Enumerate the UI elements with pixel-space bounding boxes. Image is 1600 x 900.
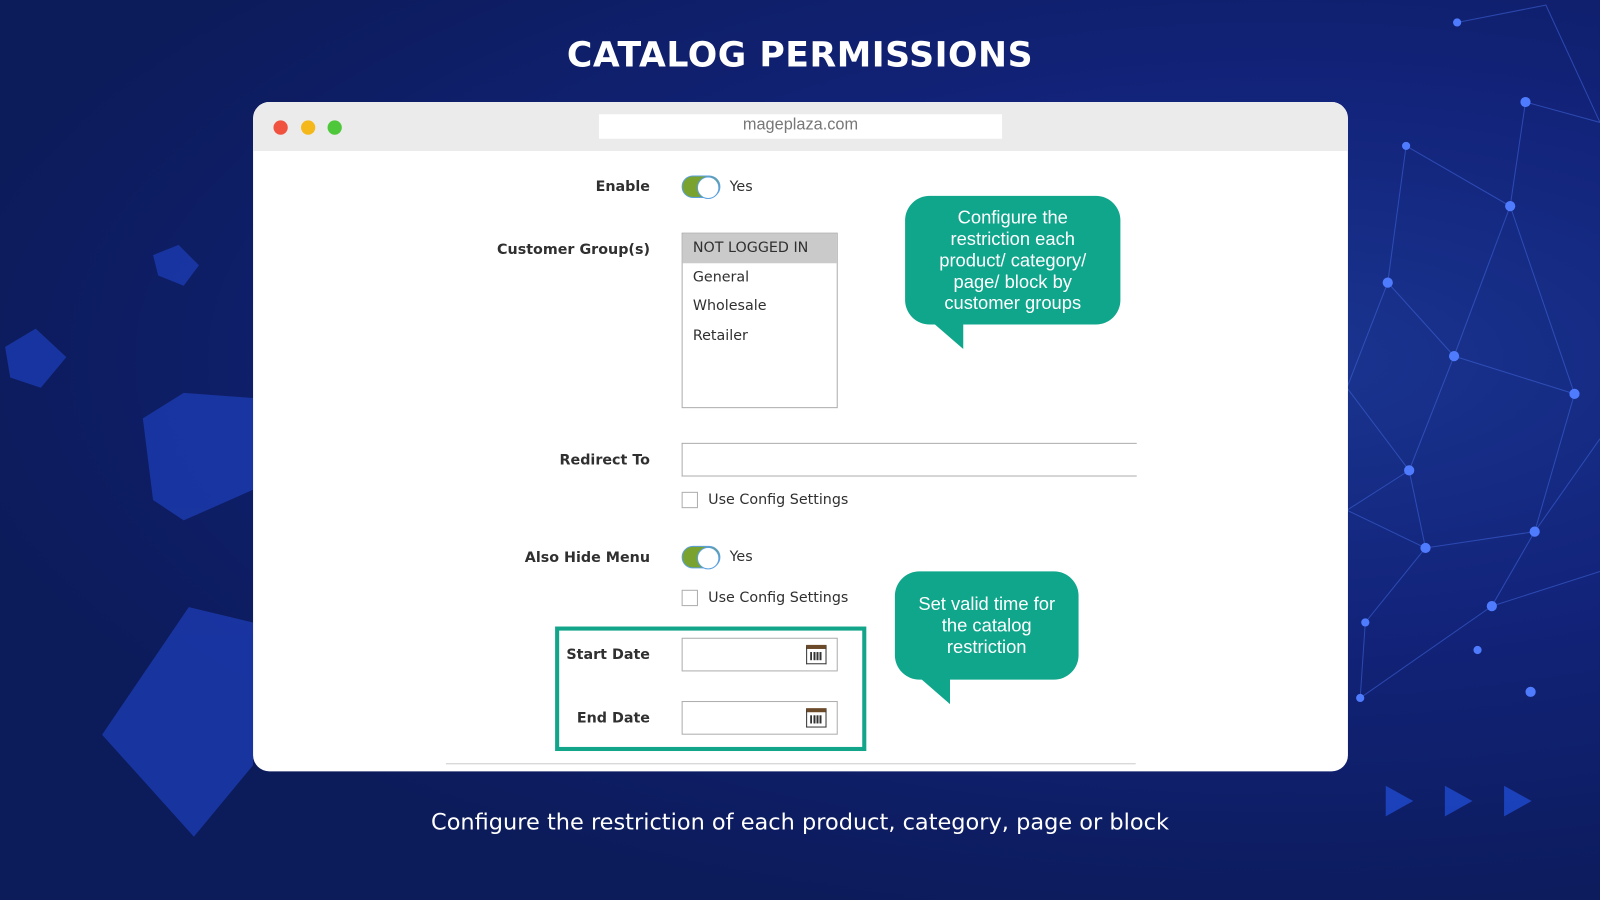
start-date-input[interactable] bbox=[682, 638, 838, 672]
maximize-window-button[interactable] bbox=[328, 120, 342, 134]
hide-menu-use-config-label[interactable]: Use Config Settings bbox=[708, 589, 849, 607]
redirect-use-config-label[interactable]: Use Config Settings bbox=[708, 491, 849, 509]
end-date-input[interactable] bbox=[682, 701, 838, 735]
hide-menu-use-config-checkbox[interactable] bbox=[682, 590, 698, 606]
also-hide-menu-toggle[interactable] bbox=[682, 546, 721, 568]
redirect-use-config-checkbox[interactable] bbox=[682, 492, 698, 508]
page-title: CATALOG PERMISSIONS bbox=[566, 34, 1034, 76]
customer-group-option[interactable]: Wholesale bbox=[692, 297, 767, 315]
redirect-to-label: Redirect To bbox=[559, 452, 650, 469]
enable-value: Yes bbox=[729, 178, 753, 195]
browser-window bbox=[253, 102, 1348, 771]
redirect-to-input[interactable] bbox=[682, 443, 1137, 477]
divider bbox=[446, 763, 1136, 764]
calendar-icon[interactable] bbox=[806, 645, 826, 664]
callout-valid-time: Set valid time for the catalog restriction bbox=[895, 571, 1079, 679]
enable-label: Enable bbox=[595, 178, 650, 195]
also-hide-menu-label: Also Hide Menu bbox=[524, 549, 650, 567]
enable-toggle[interactable] bbox=[682, 176, 721, 198]
address-bar[interactable]: mageplaza.com bbox=[599, 114, 1002, 138]
browser-titlebar bbox=[253, 102, 1348, 151]
customer-group-option[interactable]: General bbox=[692, 268, 750, 286]
calendar-icon[interactable] bbox=[806, 708, 826, 727]
callout-customer-groups: Configure the restriction each product/ category/ page/ block by customer groups bbox=[905, 196, 1120, 325]
callout-tail bbox=[933, 322, 964, 349]
page-caption: Configure the restriction of each product, category, page or block bbox=[431, 810, 1169, 836]
start-date-label: Start Date bbox=[566, 646, 650, 664]
customer-groups-multiselect[interactable] bbox=[682, 233, 838, 409]
minimize-window-button[interactable] bbox=[301, 120, 315, 134]
customer-group-option[interactable]: NOT LOGGED IN bbox=[683, 234, 837, 263]
also-hide-menu-value: Yes bbox=[729, 548, 753, 566]
customer-group-option[interactable]: Retailer bbox=[692, 327, 748, 344]
callout-tail bbox=[919, 678, 950, 705]
close-window-button[interactable] bbox=[273, 120, 287, 134]
end-date-label: End Date bbox=[576, 710, 650, 727]
customer-groups-label: Customer Group(s) bbox=[497, 241, 650, 259]
